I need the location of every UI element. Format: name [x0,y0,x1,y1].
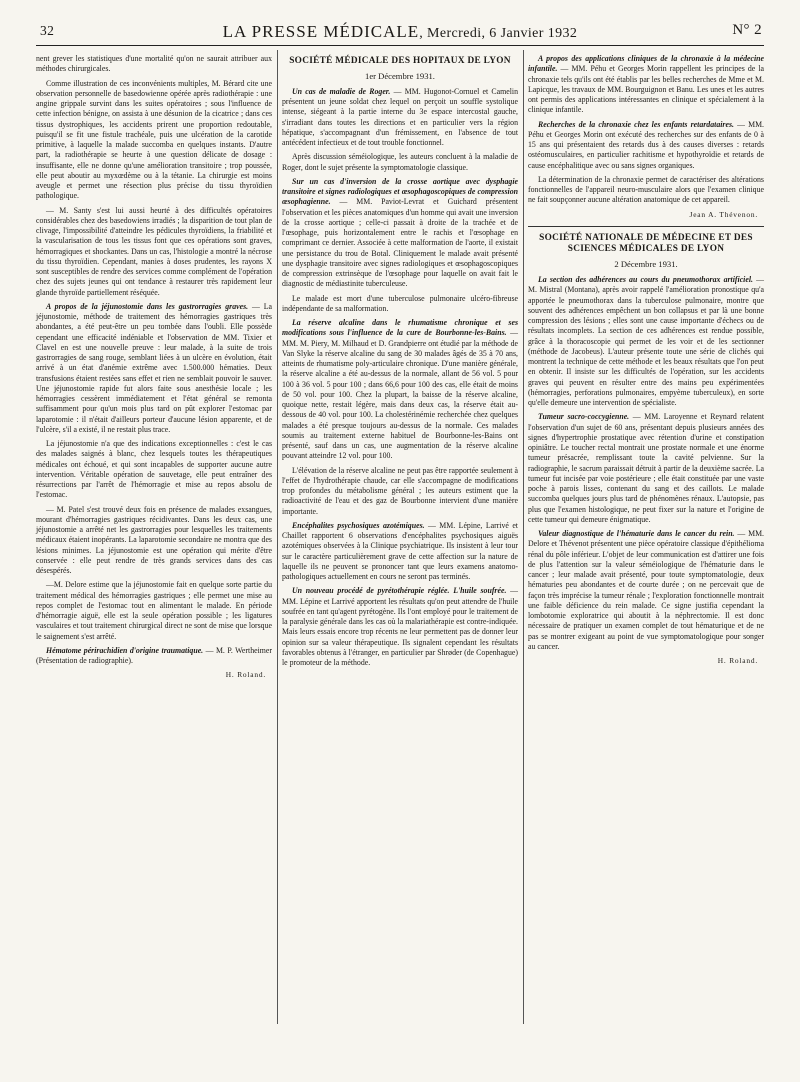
column-middle [282,54,518,672]
article [528,529,764,652]
column-divider [523,50,524,1024]
article-body: — MM. Lépine et Larrivé apportent les résultats qu'on peut attendre de l'huile soufrée en tant qu'agent pyrétogène. Ils l'ont employé pour le traitement de la paralysie générale dans les cas où la malariathérapie est contre-indiquée. Mais leurs essais encore trop récents ne leur permettent pas de donner leur opinion sur sa valeur thérapeutique. Ils signalent cependant les résultats favorables obtenus à l'étranger, en particulier par Shrøder (de Copenhague) le promoteur de la méthode. [282,586,518,667]
article [528,54,764,116]
paragraph: Comme illustration de ces inconvénients multiples, M. Bérard cite une observation personnelle de basedowienne opérée après radiothérapie : une angine grippale survint dans les suites opératoires ; sous l'influence de cette infection bénigne, on assista à une désunion de la cicatrice ; dans ces tissus dystrophiques, les accidents prirent une proportion redoutable, puisqu'il se fit une fistule trachéale, puis une ulcération de la carotide primitive, à laquelle la malade succomba en quelques instants. D'autre part, la radiothérapie se heurte à une question délicate de dosage : insuffisante, elle ne donne qu'une amélioration transitoire ; trop poussée, elle peut aboutir au myxœdème ou à la tétanie. La chirurgie est moins aveugle et permet une résection plus précise du tissu thyroïdien pathologique. [36,78,272,201]
paragraph: Après discussion séméiologique, les auteurs concluent à la maladie de Roger, dont le sujet présente la symptomatologie classique. [282,152,518,172]
article [528,412,764,525]
article-body: — MM. Paviot-Levrat et Guichard présentent l'observation et les pièces anatomiques d'un homme qui avait une inversion de la crosse aortique ; celle-ci passait à droite de la trachée et de l'œsophage, puis horizontalement entre le rachis et l'œsophage en comprimant ce dernier. Associée à cette malformation de l'aorte, il existait une persistance du trou de Botal. Cliniquement le malade avait présenté une dysphagie transitoire avec signes radiologiques et œsophagoscopiques de compression extrinsèque de l'œsophage pour laquelle on avait fait le diagnostic de médiastinite tuberculeuse. [282,197,518,289]
article-title: Sur un cas d'inversion de la crosse aortique avec dysphagie transitoire et signes radiologiques et œsophagoscopiques de compression œsophagienne. [282,176,518,207]
paragraph: —M. Delore estime que la jéjunostomie fait en quelque sorte partie du traitement médical des hémorragies gastriques ; elle permet une mise au repos complet de l'estomac tout en alimentant le malade. En période d'hémorragie aiguë, elle est la seule opération possible ; les ligatures vasculaires et tout traitement chirurgical direct ne sont de mise que lorsque le saignement s'est arrêté. [36,580,272,641]
article [282,177,518,290]
article-body: — MM. Péhu et Georges Morin ont exécuté des recherches sur des enfants de 0 à 15 ans qui présentaient des retards dus à des causes diverses : retards ostéomusculaires, en particulier rachitisme et hypothyroïdie et retards de cause encéphalitique avec ou sans signes organiques. [528,119,765,170]
column-divider [277,50,278,1024]
session-date: 2 Décembre 1931. [614,258,678,269]
article-title: Tumeur sacro-coccygienne. [538,412,630,422]
session-date: 1er Décembre 1931. [365,70,435,81]
article [36,302,272,435]
page-header [36,22,764,42]
paragraph: Le malade est mort d'une tuberculose pulmonaire ulcéro-fibreuse indépendante de sa malformation. [282,293,518,313]
article-title: Valeur diagnostique de l'hématurie dans le cancer du rein. [538,529,735,538]
article-body: — MM. Péhu et Georges Morin rappellent les principes de la chronaxie tels qu'ils ont été établis par les belles recherches de Mme et M. Lapicque, les travaux de MM. Bourguignon et Banu. Les unes et les autres ont permis des applications intéressantes en clinique et spécialement à la clinique infantile. [528,64,764,115]
section-rule [528,226,764,227]
running-title: LA PRESSE MÉDICALE, Mercredi, 6 Janvier 1932 [222,22,578,41]
paragraph: La détermination de la chronaxie permet de caractériser des altérations fonctionnelles de l'appareil neuro-musculaire alors que l'examen clinique ne fait soupçonner aucune altération anatomique de cet appareil. [528,174,764,205]
article-title: La section des adhérences au cours du pneumothorax artificiel. [538,275,753,284]
society-heading: SOCIÉTÉ MÉDICALE DES HOPITAUX DE LYON [289,56,511,66]
article-title: Un cas de maladie de Roger. [292,86,391,96]
article [282,586,518,668]
paragraph: — M. Santy s'est lui aussi heurté à des difficultés opératoires considérables chez des basedowiens irradiés ; la disparition de tout plan de clivage, l'impossibilité d'atteindre les pédicules thyroïdiens, la friabilité et la vascularisation de tous les tissus font que ces opérations sont graves, hémorragiques et shockantes. Dans un cas, l'histologie a montré la nécrose du tissu thyroïdien. Cependant, manies à doses prudentes, les rayons X sont susceptibles de rendre des services comme complément de l'opération chez des sujets jeunes qui ont tendance à restaurer très rapidement leur glande thyroïde partiellement réséquée. [36,205,272,297]
author-signature: H. Roland. [225,670,266,680]
issue-date: Mercredi, 6 Janvier 1932 [427,26,578,41]
paragraph: nent grever les statistiques d'une mortalité qu'on ne saurait attribuer aux méthodes chirurgicales. [36,54,272,74]
article-body: — MM. Laroyenne et Reynard relatent l'observation d'un sujet de 60 ans, présentant depuis plusieurs années des signes d'hypertrophie prostatique avec rétention d'urine et constipation opiniâtre. Le toucher rectal montrait une prostate normale et une énorme tumeur présacrée, remplissant toute la cavité pelvienne. Sur la radiographie, le sacrum paraissait détruit à partir de la deuxième sacrée. La tumeur fut incisée par voie postérieure ; elle était constituée par une vaste poche à parois lisses, contenant du sang et des caillots. Le malade succomba quelques jours plus tard de phénomènes rénaux. L'autopsie, pas plus que l'examen histologique, ne peut fixer sur la nature et l'origine de cette tumeur qui demeure énigmatique. [528,412,764,524]
column-left [36,54,272,687]
article [36,646,272,667]
article [528,120,764,171]
page-number: 32 [40,23,55,38]
paragraph: — M. Patel s'est trouvé deux fois en présence de malades exsangues, mourant d'hémorragies gastriques récidivantes. Dans les deux cas, une jéjunostomie a arrêté net les gastrorragies pour lesquelles les traitements médicaux étaient inopérants. La laparotomie secondaire ne montra que des lésions minimes. La jéjunostomie est une opération qui mérite d'être conservée : elle peut rendre de très grands services dans des cas désespérés. [36,504,272,575]
journal-name: LA PRESSE MÉDICALE [222,22,420,41]
article-body: — M. Mistral (Montana), après avoir rappelé l'amélioration pronostique qu'a apportée le pneumothorax dans la tuberculose pulmonaire, montre que souvent des adhérences empêchent un bon collapsus et par là une bonne compression des lésions ; elles sont une cause importante d'échecs ou de résultats incomplets. La section de ces adhérences est rendue possible, grâce à la thoracoscopie qui permet de les voir et de les sectionner (méthode de Jacobeus). L'auteur présente toute une série de clichés qui montrent la technique de cette méthode et les beaux résultats que l'on peut en obtenir. Il insiste sur les difficultés de l'opération, sur les accidents graves qui peuvent en résulter entre des mains peu expérimentées (hémorragies, perforations pulmonaires, empyème tuberculeux), en sorte qu'elle demeure une intervention de spécialiste. [528,275,764,407]
article-body: — MM. Hugonot-Cornuel et Camelin présentent un jeune soldat chez lequel on perçoit un souffle systolique intense, siégeant à la partie interne du 3e espace intercostal gauche, s'irradiant dans toutes les directions et en particulier vers la région hépatique, s'accompagnant d'un frémissement, en l'absence de tout antécédent infectieux et de tout trouble fonctionnel. [282,86,519,147]
article-title: Un nouveau procédé de pyrétothérapie réglée. L'huile soufrée. [292,586,507,596]
header-rule [36,45,764,46]
article-title: Encéphalites psychosiques azotémiques. [292,520,425,530]
article-title: Recherches de la chronaxie chez les enfants retardataires. [538,119,734,129]
paragraph: L'élévation de la réserve alcaline ne peut pas être rapportée seulement à l'effet de l'hydrothérapie chaude, car elle s'accompagne de modifications trop profondes du métabolisme général ; les auteurs estiment que la radioactivité de l'eau et des gaz de Bourbonne intervient d'une manière importante. [282,465,518,516]
society-heading: SOCIÉTÉ NATIONALE DE MÉDECINE ET DES SCIENCES MÉDICALES DE LYON [539,232,753,255]
article [282,87,518,149]
article-title: A propos de la jéjunostomie dans les gastrorragies graves. [46,301,249,311]
article-title: La réserve alcaline dans le rhumatisme chronique et ses modifications sous l'influence de la cure de Bourbonne-les-Bains. [282,318,518,338]
article-body: — MM. Delore et Thévenot présentent une pièce opératoire classique d'épithélioma rénal du pôle inférieur. L'objet de leur communication est d'attirer une fois de plus l'attention sur la valeur séméiologique de l'hématurie dans le cancer ; leur malade avait présenté, pour toute symptomatologie, deux hématuries peu abondantes et de courte durée ; on ne percevait que de façon très imprécise la tumeur rénale ; l'exploration fonctionnelle montrait une faible déficience du rein malade. Ce signe justifia cependant la lombotomie exploratrice qui aboutit à la néphrectomie. Il est donc nécessaire de pratiquer un examen complet de tout hématurique et de ne pas se montrer exigeant au point de vue symptomatologique pour songer au cancer. [528,529,765,651]
author-signature: Jean A. Thévenon. [689,209,758,219]
article [528,275,764,408]
author-signature: H. Roland. [717,656,758,665]
article-title: A propos des applications cliniques de la chronaxie à la médecine infantile. [528,54,764,74]
article-title: Hématome périrachidien d'origine traumatique. [46,645,204,655]
article [282,318,518,462]
article-body: — La jéjunostomie, méthode de traitement des hémorragies gastriques très abondantes, a été peut-être un peu tombée dans l'oubli. Elle possède cependant une efficacité indéniable et l'observation de MM. Tixier et Clavel en est une nouvelle preuve : leur malade, à la suite de trois gastrorragies de sang rouge, semblant liées à un ulcère en évolution, était arrivé à un état d'anémie extrême avec 1.500.000 hématies. Deux transfusions étaient restées sans effet et rien ne semblait pouvoir le sauver. Une jéjunostomie rapide fut alors faite sous anesthésie locale ; les hémorragies cessèrent immédiatement et l'état général se remonta suffisamment pour qu'un mois plus tard on pût explorer l'estomac par laparotomie : il n'était d'ailleurs porteur d'aucune lésion apparente, et de l'ulcère, s'il a existé, il ne restait plus trace. [36,301,272,434]
paragraph: La jéjunostomie n'a que des indications exceptionnelles : c'est le cas des malades saignés à blanc, chez lesquels toutes les thérapeutiques médicales ont échoué, et qui sont incapables de supporter aucune autre intervention. Véritable opération de sauvetage, elle peut entraîner des résurrections par l'arrêt de l'hémorragie et mise au repos absolu de l'estomac. [36,439,272,500]
article-body: — MM. M. Piery, M. Milhaud et D. Grandpierre ont étudié par la méthode de Van Slyke la réserve alcaline du sang de 30 malades âgés de 35 à 70 ans, atteints de rhumatisme poly-articulaire chronique. D'une manière générale, la réserve alcaline a été au-dessus de la normale, allant de 56 vol. 5 pour 100 à 36 vol. 5 pour 100 ; dans 66,6 pour 100 des cas, elle était de moins de 50 vol. pour 100. Chez la plupart, la baisse de la réserve alcaline, quoique nette, restait légère, mais dans deux cas, la réserve était au-dessous de 40 vol. pour 100. La cholestérinémie recherchée chez quelques malades a été presque toujours au-dessus de la normale. Ces malades soumis au traitement externe habituel de Bourbonne-les-Bains ont présenté, sauf dans un cas, une augmentation de la réserve alcaline pouvant atteindre 12 vol. pour 100. [282,328,518,461]
article-body: — MM. Lépine, Larrivé et Chaillet rapportent 6 observations d'encéphalites psychosiques aiguës azotémiques observées à la Clinique psychiatrique. Ils insistent à leur tour sur le caractère particulièrement grave de cette affection sur la nature de laquelle ils ne peuvent se prononcer tant que leurs examens anatomo-pathologiques actuellement en cours ne seront pas terminés. [282,520,518,581]
column-right [528,54,764,672]
article [282,521,518,583]
issue-number: N° 2 [732,22,762,38]
article-body: — M. P. Wertheimer (Présentation de radiographie). [36,645,272,665]
